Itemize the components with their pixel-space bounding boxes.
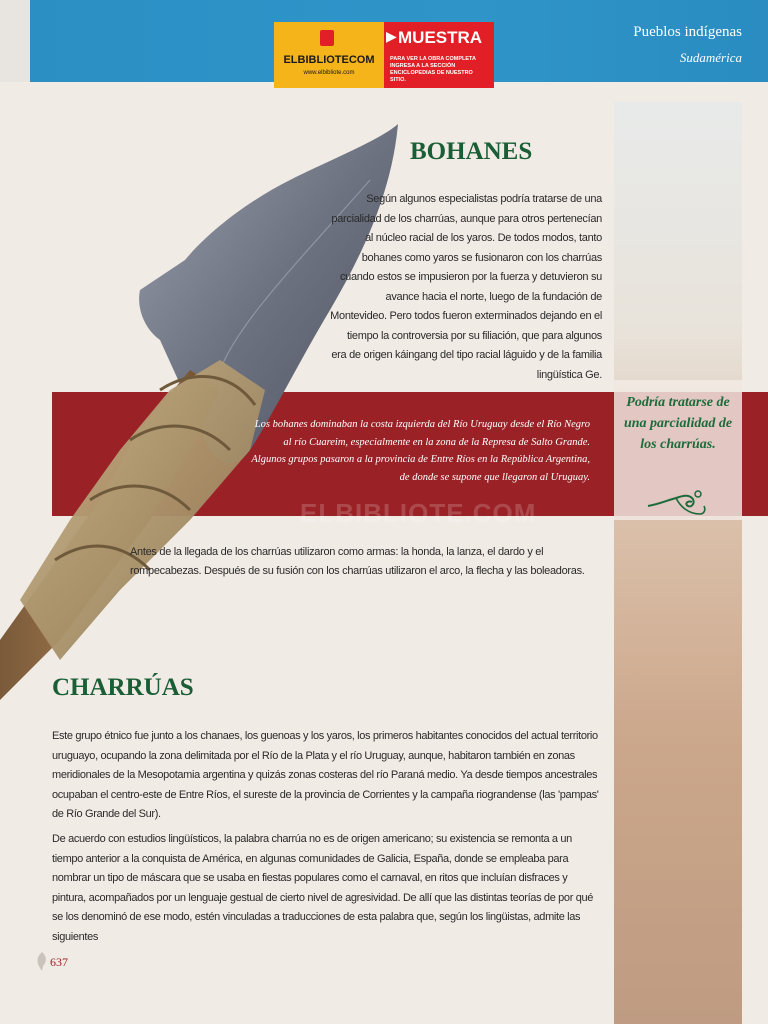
side-landscape-panel — [614, 102, 742, 1024]
banner-small-text: PARA VER LA OBRA COMPLETA INGRESA A LA SECCIÓN ENCICLOPEDIAS DE NUESTRO SITIO. — [390, 56, 476, 83]
watermark: ELBIBLIOTE.COM — [300, 498, 537, 528]
library-logo-icon — [320, 30, 334, 46]
banner-muestra: MUESTRA — [398, 28, 483, 47]
bohanes-heading: BOHANES — [410, 138, 533, 165]
charruas-heading: CHARRÚAS — [52, 674, 194, 701]
arrow-right-icon: ▶ — [386, 28, 397, 44]
side-quote: Podría tratarse de una parcialidad de los charrúas. — [623, 395, 733, 452]
banner-brand-panel — [274, 22, 384, 88]
header-left-strip — [0, 0, 30, 82]
banner-brand: ELBIBLIOTECOM — [283, 54, 375, 66]
charruas-paragraph-1: Este grupo étnico fue junto a los chanaes, los guenoas y los yaros, los primeros habitantes conocidos del actual territorio uruguayo, ocupando la zona delimitada por el Río de la Plata y el río Uruguay, aunque, habitaron también en zonas meridionales de la Mesopotamia argentina y quizás zonas costeras del río Paraná medio. Ya desde tiempos ancestrales ocupaban el centro-este de Entre Ríos, el sureste de la provincia de Corrientes y la campaña riograndense (las 'pampas' de Río Grande del Sur). — [52, 730, 599, 820]
band-text: Los bohanes dominaban la costa izquierda del Río Uruguay desde el Río Negro al río Cuareim, especialmente en la zona de la Represa de Salto Grande. Algunos grupos pasaron a la provincia de Entre Ríos en la República Argentina, de donde se supone que llegaron al Uruguay. — [251, 419, 590, 483]
leaf-icon — [34, 950, 50, 972]
antes-text: Antes de la llegada de los charrúas utilizaron como armas: la honda, la lanza, el dardo y el rompecabezas. Después de su fusión con los charrúas utilizaron el arco, la flecha y las boleadoras. — [130, 546, 585, 577]
header-subtitle: Sudamérica — [679, 50, 742, 65]
ornament-icon — [646, 484, 708, 524]
page-number: 637 — [50, 955, 68, 969]
charruas-paragraph-2: De acuerdo con estudios lingüísticos, la palabra charrúa no es de origen americano; su existencia se remonta a un tiempo anterior a la conquista de América, en algunas comunidades de Galicia, España, donde se empleaba para nombrar un tipo de máscara que se usaba en fiestas populares como el carnaval, en ritos que incluían disfraces y pintura, acompañados por un lenguaje gestual de cierto nivel de agresividad. De allí que las distintas teorías de por qué se los denominó de ese modo, estén vinculadas a traducciones de esta palabra que, según los lingüistas, admite las siguientes — [52, 833, 594, 943]
banner-url: www.elbibliote.com — [303, 70, 355, 76]
bohanes-text: Según algunos especialistas podría tratarse de una parcialidad de los charrúas, aunque para otros pertenecían al núcleo racial de los yaros. De todos modos, tanto bohanes como yaros se fusionaron con los charrúas cuando estos se impusieron por la fuerza y detuvieron su avance hacia el norte, luego de la fundación de Montevideo. Pero todos fueron exterminados dejando en el tiempo la controversia por su filiación, que para algunos era de origen káingang del tipo racial láguido y de la familia lingüística Ge. — [330, 193, 602, 381]
header-title: Pueblos indígenas — [633, 24, 742, 40]
muestra-banner[interactable] — [274, 22, 494, 88]
